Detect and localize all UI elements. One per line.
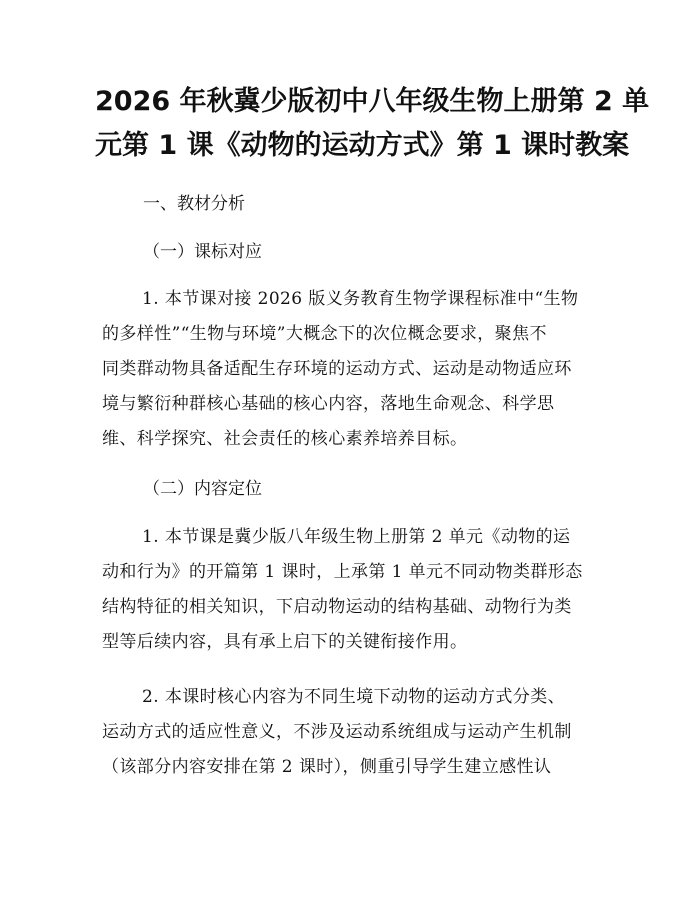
paragraph-line: （该部分内容安排在第 2 课时），侧重引导学生建立感性认	[102, 757, 552, 777]
paragraph-line: 境与繁衍种群核心基础的核心内容，落地生命观念、科学思	[102, 394, 555, 414]
paragraph-line: 型等后续内容，具有承上启下的关键衔接作用。	[102, 632, 468, 652]
paragraph-line: 动和行为》的开篇第 1 课时，上承第 1 单元不同动物类群形态	[102, 562, 583, 582]
paragraph-line: 2. 本课时核心内容为不同生境下动物的运动方式分类、	[142, 687, 566, 707]
paragraph-line: 1. 本节课对接 2026 版义务教育生物学课程标准中“生物	[142, 289, 579, 309]
section-heading-teaching-material-analysis: 一、教材分析	[143, 194, 245, 214]
paragraph-content-positioning-1	[102, 520, 602, 660]
paragraph-content-positioning-2	[102, 680, 602, 785]
subsection-heading-content-positioning: （二）内容定位	[143, 479, 262, 499]
document-title	[95, 80, 650, 168]
paragraph-curriculum-standard	[102, 282, 602, 457]
paragraph-line: 同类群动物具备适配生存环境的运动方式、运动是动物适应环	[102, 359, 572, 379]
paragraph-line: 1. 本节课是冀少版八年级生物上册第 2 单元《动物的运	[142, 527, 571, 547]
subsection-heading-curriculum-standard: （一）课标对应	[143, 242, 262, 262]
paragraph-line: 结构特征的相关知识，下启动物运动的结构基础、动物行为类	[102, 597, 572, 617]
paragraph-line: 的多样性”“生物与环境”大概念下的次位概念要求，聚焦不	[102, 324, 547, 344]
title-line: 2026 年秋冀少版初中八年级生物上册第 2 单	[95, 86, 650, 117]
paragraph-line: 维、科学探究、社会责任的核心素养培养目标。	[102, 429, 468, 449]
paragraph-line: 运动方式的适应性意义，不涉及运动系统组成与运动产生机制	[102, 722, 572, 742]
title-line: 元第 1 课《动物的运动方式》第 1 课时教案	[95, 130, 630, 161]
